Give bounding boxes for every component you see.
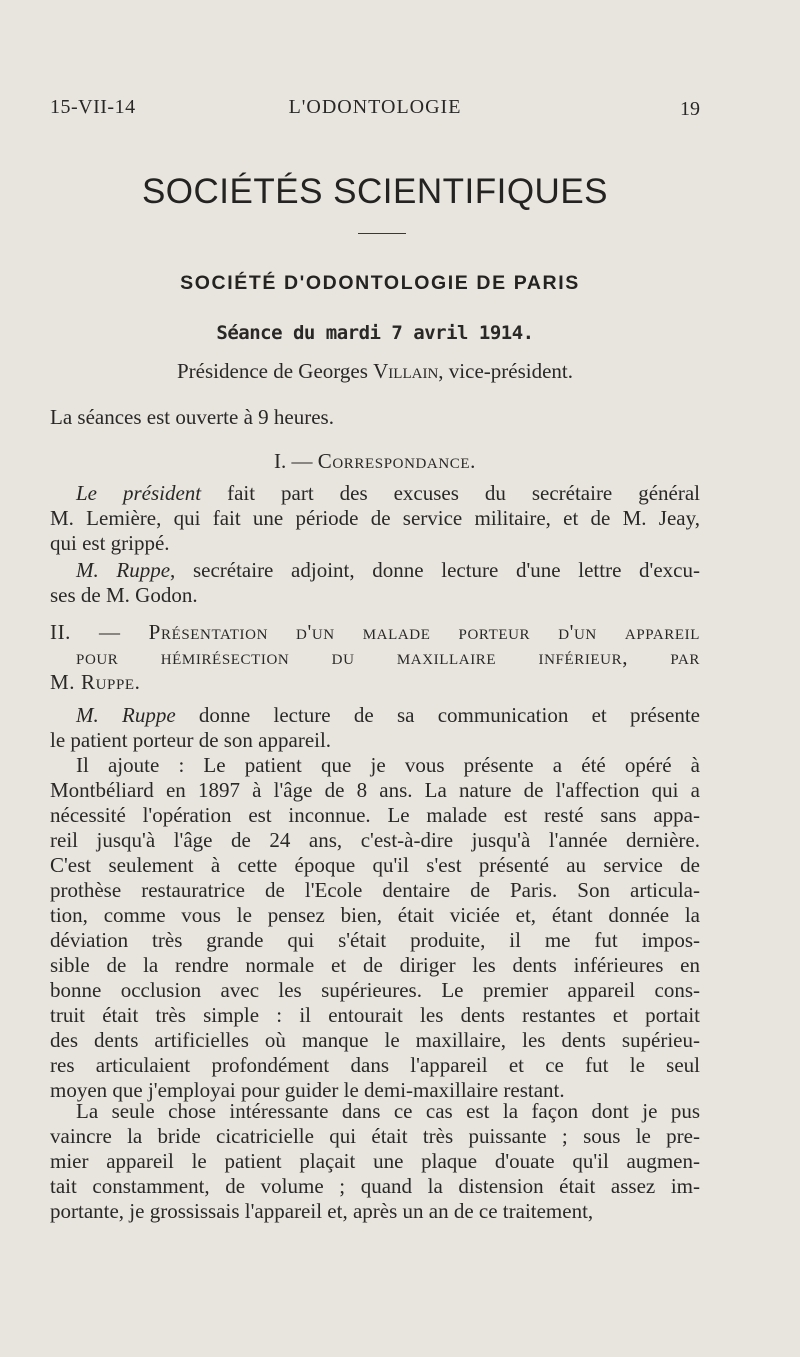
paragraph-line: tait constamment, de volume ; quand la distension était assez im- <box>50 1174 700 1198</box>
running-header <box>50 96 700 126</box>
opening-paragraph <box>50 405 700 430</box>
paragraph-line: qui est grippé. <box>50 531 170 555</box>
paragraph-line: des dents artificielles où manque le maxillaire, les dents supérieu- <box>50 1028 700 1052</box>
paragraph-line: bonne occlusion avec les supérieures. Le premier appareil cons- <box>50 978 700 1002</box>
presidency-line <box>50 359 700 384</box>
presidency-suffix: , vice-président. <box>438 359 573 383</box>
president-name: Villain <box>373 359 439 383</box>
paragraph-treatment <box>50 1099 700 1224</box>
paragraph-line: le patient porteur de son appareil. <box>50 728 332 752</box>
section-1-heading <box>50 449 700 474</box>
paragraph-line: ses de M. Godon. <box>50 583 198 607</box>
paragraph-ruppe-communication <box>50 703 700 753</box>
paragraph-line: déviation très grande qui s'était produite, il me fut impos- <box>50 928 700 952</box>
page-title: SOCIÉTÉS SCIENTIFIQUES <box>141 172 609 211</box>
speaker: M. Ruppe <box>76 558 171 582</box>
paragraph-line: reil jusqu'à l'âge de 24 ans, c'est-à-dire jusqu'à l'année dernière. <box>50 828 700 852</box>
paragraph-line: Le président fait part des excuses du secrétaire général <box>76 481 701 505</box>
paragraph-line: tion, comme vous le pensez bien, était viciée et, étant donnée la <box>50 903 700 927</box>
paragraph-line: vaincre la bride cicatricielle qui était très puissante ; sous le pre- <box>50 1124 700 1148</box>
paragraph-ruppe-letter <box>50 558 700 608</box>
section-2-line: II. — Présentation d'un malade porteur d'un appareil <box>50 620 700 644</box>
paragraph-case-history <box>50 753 700 1103</box>
title-divider <box>358 233 406 234</box>
section-2-line: pour hémirésection du maxillaire inférieur, par <box>76 645 700 669</box>
header-date: 15-VII-14 <box>50 96 136 118</box>
section-2-line: M. Ruppe. <box>50 670 141 694</box>
speaker: Le président <box>76 481 202 505</box>
paragraph-president <box>50 481 700 556</box>
paragraph-line: mier appareil le patient plaçait une plaque d'ouate qu'il augmen- <box>50 1149 700 1173</box>
paragraph-line: prothèse restauratrice de l'Ecole dentaire de Paris. Son articula- <box>50 878 700 902</box>
presidency-prefix: Présidence de Georges <box>177 359 374 383</box>
society-heading: SOCIÉTÉ D'ODONTOLOGIE DE PARIS <box>180 272 580 294</box>
paragraph-line: M. Lemière, qui fait une période de service militaire, et de M. Jeay, <box>50 506 700 530</box>
paragraph-line: res articulaient profondément dans l'appareil et ce fut le seul <box>50 1053 700 1077</box>
paragraph-line: C'est seulement à cette époque qu'il s'est présenté au service de <box>50 853 700 877</box>
paragraph-line: sible de la rendre normale et de diriger les dents inférieures en <box>50 953 700 977</box>
speaker: M. Ruppe <box>76 703 176 727</box>
opening-text: La séances est ouverte à 9 heures. <box>50 405 334 429</box>
paragraph-line: moyen que j'employai pour guider le demi-maxillaire restant. <box>50 1078 565 1102</box>
paragraph-line: truit était très simple : il entourait les dents restantes et portait <box>50 1003 700 1027</box>
paragraph-line: Montbéliard en 1897 à l'âge de 8 ans. La nature de l'affection qui a <box>50 778 700 802</box>
paragraph-line: M. Ruppe donne lecture de sa communication et présente <box>76 703 700 727</box>
section-2-heading <box>50 620 700 695</box>
session-heading: Séance du mardi 7 avril 1914. <box>216 322 534 344</box>
section-1-title: Correspondance. <box>317 449 477 473</box>
page-number: 19 <box>680 98 700 120</box>
paragraph-line: La seule chose intéressante dans ce cas est la façon dont je pus <box>76 1099 700 1123</box>
paragraph-line: nécessité l'opération est inconnue. Le malade est resté sans appa- <box>50 803 700 827</box>
paragraph-line: Il ajoute : Le patient que je vous présente a été opéré à <box>76 753 700 777</box>
section-1-number: I. — <box>273 449 318 473</box>
paragraph-line: M. Ruppe, secrétaire adjoint, donne lecture d'une lettre d'excu- <box>76 558 700 582</box>
header-journal: L'ODONTOLOGIE <box>288 96 462 118</box>
paragraph-line: portante, je grossissais l'appareil et, après un an de ce traitement, <box>50 1199 594 1223</box>
